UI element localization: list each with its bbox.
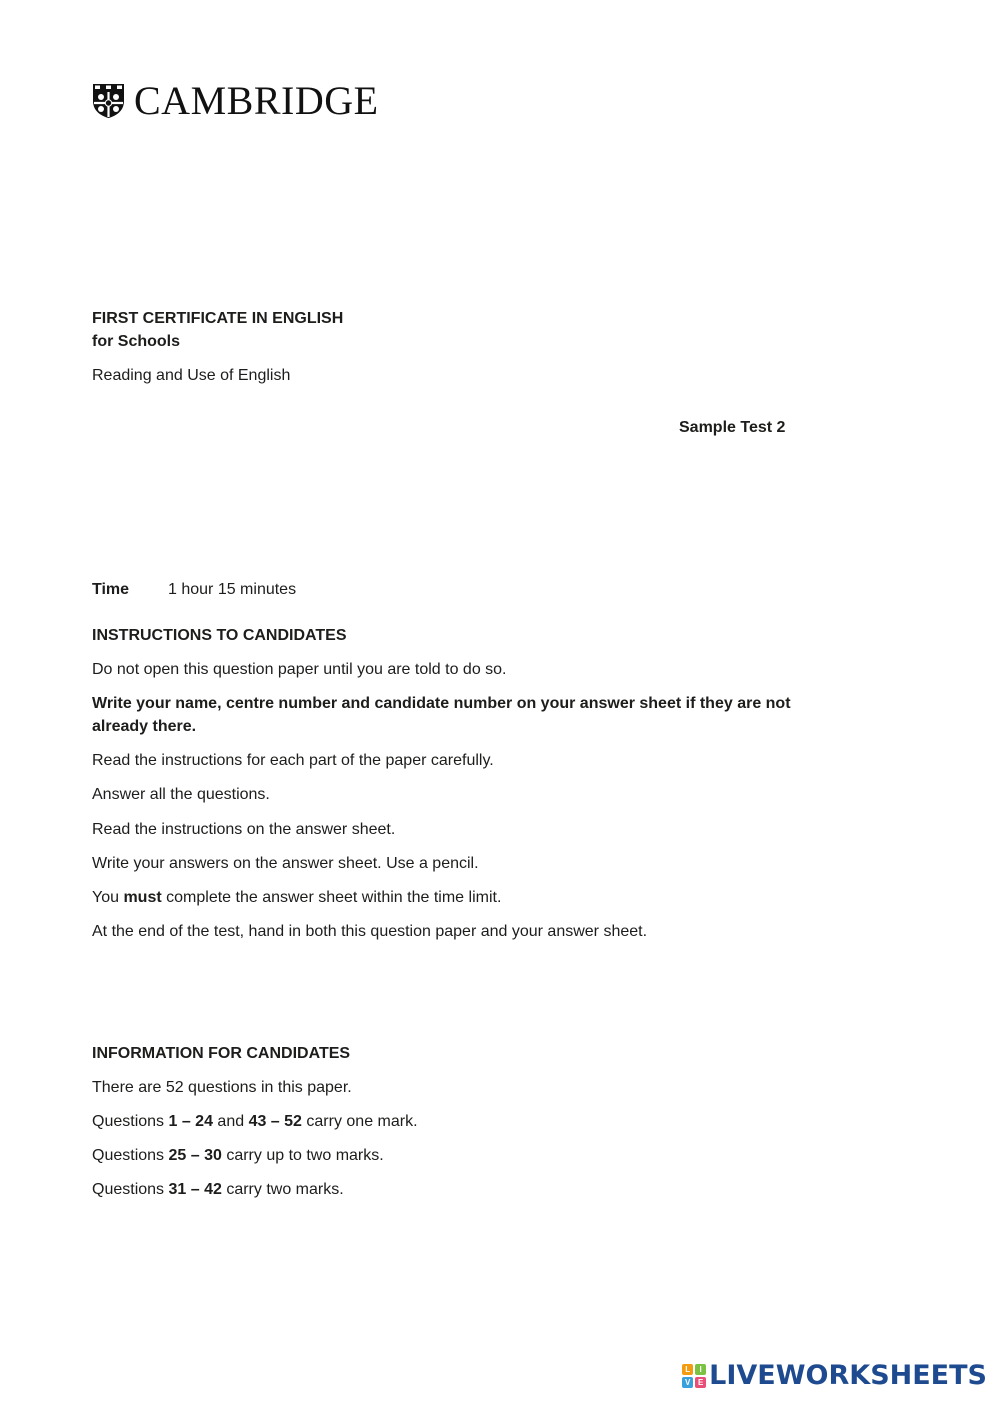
paper-name: Reading and Use of English <box>92 367 291 384</box>
info-text: Questions <box>92 1147 169 1164</box>
question-range: 31 – 42 <box>168 1181 222 1198</box>
instruction-item: Do not open this question paper until you are told to do so. <box>92 661 507 678</box>
instruction-item: At the end of the test, hand in both this question paper and your answer sheet. <box>92 923 648 940</box>
info-line <box>92 1144 384 1167</box>
info-text: carry two marks. <box>221 1181 344 1198</box>
instruction-item: Write your answers on the answer sheet. Use a pencil. <box>92 855 479 872</box>
instruction-item: Read the instructions on the answer sheet. <box>92 821 396 838</box>
must-line-post: complete the answer sheet within the time limit. <box>161 889 502 906</box>
info-total: There are 52 questions in this paper. <box>92 1079 352 1096</box>
time-value: 1 hour 15 minutes <box>168 581 297 598</box>
liveworksheets-watermark <box>682 1360 987 1391</box>
cambridge-shield-icon <box>92 83 125 119</box>
liveworksheets-wordmark: LIVEWORKSHEETS <box>709 1360 987 1391</box>
info-text: and <box>212 1113 249 1130</box>
instruction-must-line <box>92 886 501 909</box>
grid-letter: L <box>682 1364 693 1375</box>
instruction-item-bold: Write your name, centre number and candidate number on your answer sheet if they are not already there. <box>92 695 791 735</box>
instructions-heading: INSTRUCTIONS TO CANDIDATES <box>92 627 347 644</box>
cambridge-logo <box>92 78 379 123</box>
information-heading: INFORMATION FOR CANDIDATES <box>92 1045 351 1062</box>
grid-letter: I <box>695 1364 706 1375</box>
brand-name: CAMBRIDGE <box>134 78 379 123</box>
exam-title: FIRST CERTIFICATE IN ENGLISH <box>92 310 344 327</box>
info-text: carry one mark. <box>301 1113 418 1130</box>
info-text: carry up to two marks. <box>221 1147 384 1164</box>
must-emphasis: must <box>123 889 162 906</box>
exam-subtitle: for Schools <box>92 333 181 350</box>
grid-letter: V <box>682 1377 693 1388</box>
instruction-item: Answer all the questions. <box>92 786 270 803</box>
time-label: Time <box>92 581 130 598</box>
must-line-pre: You <box>92 889 124 906</box>
info-text: Questions <box>92 1113 169 1130</box>
info-line <box>92 1110 418 1133</box>
question-range: 43 – 52 <box>248 1113 302 1130</box>
question-range: 25 – 30 <box>168 1147 222 1164</box>
liveworksheets-logo-icon <box>682 1364 706 1388</box>
grid-letter: E <box>695 1377 706 1388</box>
info-line <box>92 1178 344 1201</box>
info-text: Questions <box>92 1181 169 1198</box>
question-range: 1 – 24 <box>168 1113 213 1130</box>
test-label: Sample Test 2 <box>679 419 786 436</box>
instruction-item: Read the instructions for each part of the paper carefully. <box>92 752 494 769</box>
